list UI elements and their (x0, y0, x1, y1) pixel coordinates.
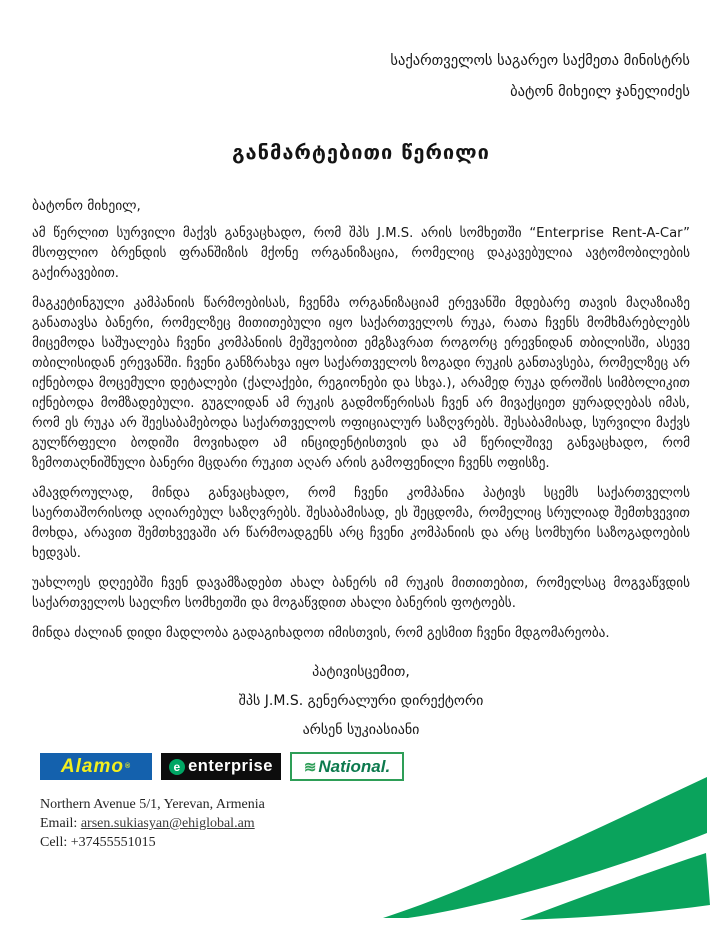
closing-regards: პატივისცემით, (312, 664, 410, 680)
closing-signature-name: არსენ სუკიასიანი (302, 722, 420, 738)
letter-paragraph: მაგკეტინგული კამპანიის წარმოებისას, ჩვენმა ორგანიზაციამ ერევანში მდებარე თავის მაღაზიაზე განათავსა ბანერი, რომელზეც მითითებული იყო საქართველოს რუკა, რათა ჩვენს მომხმარებლებს მიცემოდა საშუალება ჩვენი კომპანიის მეშვეობით ემგზავრათ როგორც ერევნიდან თბილისში, ასევე თბილისიდან ერევანში. ჩვენი განზრახვა იყო საქართველოს ზოგადი რუკის განთავსება, რომელზეც არ იქნებოდა მოცემული დეტალები (ქალაქები, რეგიონები და სხვა.), არამედ რუკა დროშის სიმბოლიკით იქნებოდა მომზადებული. გუგლიდან ამ რუკის გადმოწერისას ჩვენ არ მივაქციეთ ყურადღებას იმას, რომ ეს რუკა არ შეესაბამებოდა საქართველოს ოფიციალურ საზღვრებს. შესაბამისად, სურვილი მაქვს გულწრფელი ბოდიში მოვიხადო ამ ინციდენტისთვის და ამ წერილშივე განვაცხადო, რომ ზემოთაღნიშნული ბანერი მცდარი რუკით აღარ არის გამოფენილი ჩვენს ოფისზე. (32, 296, 690, 471)
recipient-line-name: ბატონ მიხეილ ჯანელიძეს (510, 84, 690, 100)
green-swoosh-graphic (380, 772, 710, 922)
alamo-logo (40, 753, 152, 780)
recipient-block (32, 46, 690, 108)
letter-title: განმარტებითი წერილი (232, 140, 490, 164)
email-label: Email: (40, 816, 78, 831)
email-link[interactable]: arsen.sukiasyan@ehiglobal.am (80, 816, 255, 831)
cell-label: Cell: (40, 835, 68, 850)
alamo-label: Alamo (60, 755, 124, 777)
recipient-line-ministry: საქართველოს საგარეო საქმეთა მინისტრს (390, 53, 690, 69)
brand-logos-row (40, 752, 404, 781)
letter-paragraph: ამავდროულად, მინდა განვაცხადო, რომ ჩვენი კომპანია პატივს სცემს საქართველოს საერთაშორისოდ აღიარებულ საზღვრებს. შესაბამისად, ეს შეცდომა, რომელიც სრულიად შემთხვევით მოხდა, არავით შემთხვევაში არ წარმოადგენს არც ჩვენი კომპანიის და არც სომხური საზოგადოების ხედვას. (32, 486, 690, 561)
address-line: Northern Avenue 5/1, Yerevan, Armenia (40, 797, 265, 812)
closing-position: შპს J.M.S. გენერალური დირექტორი (238, 693, 484, 709)
cell-line (40, 833, 265, 852)
letter-paragraph: ამ წერლით სურვილი მაქვს განვაცხადო, რომ შპს J.M.S. არის სომხეთში “Enterprise Rent-A-Car” მსოფლიო ბრენდის ფრანშიზის მქონე ორგანიზაცია, რომელიც დაკავებულია ავტომობილების გაქირავებით. (32, 226, 690, 281)
email-line (40, 814, 265, 833)
letter-paragraph: უახლოეს დღეებში ჩვენ დავამზადებთ ახალ ბანერს იმ რუკის მითითებით, რომელსაც მოგვაწვდის საქართველოს საელჩო სომხეთში და მოგაწვდით ახალი ბანერის ფოტოებს. (32, 576, 690, 611)
salutation: ბატონო მიხეილ, (32, 198, 141, 214)
contact-block (40, 795, 265, 852)
cell-number: +37455551015 (70, 835, 156, 850)
national-wave-icon: ≋ (303, 758, 317, 776)
registered-mark-icon: ® (124, 763, 132, 770)
letter-paragraph: მინდა ძალიან დიდი მადლობა გადაგიხადოთ იმისთვის, რომ გესმით ჩვენი მდგომარეობა. (32, 626, 610, 641)
enterprise-e-icon: e (169, 759, 185, 775)
closing-block (32, 658, 690, 745)
enterprise-label: enterprise (188, 757, 273, 775)
national-label: National. (318, 756, 391, 776)
enterprise-logo (161, 753, 281, 780)
